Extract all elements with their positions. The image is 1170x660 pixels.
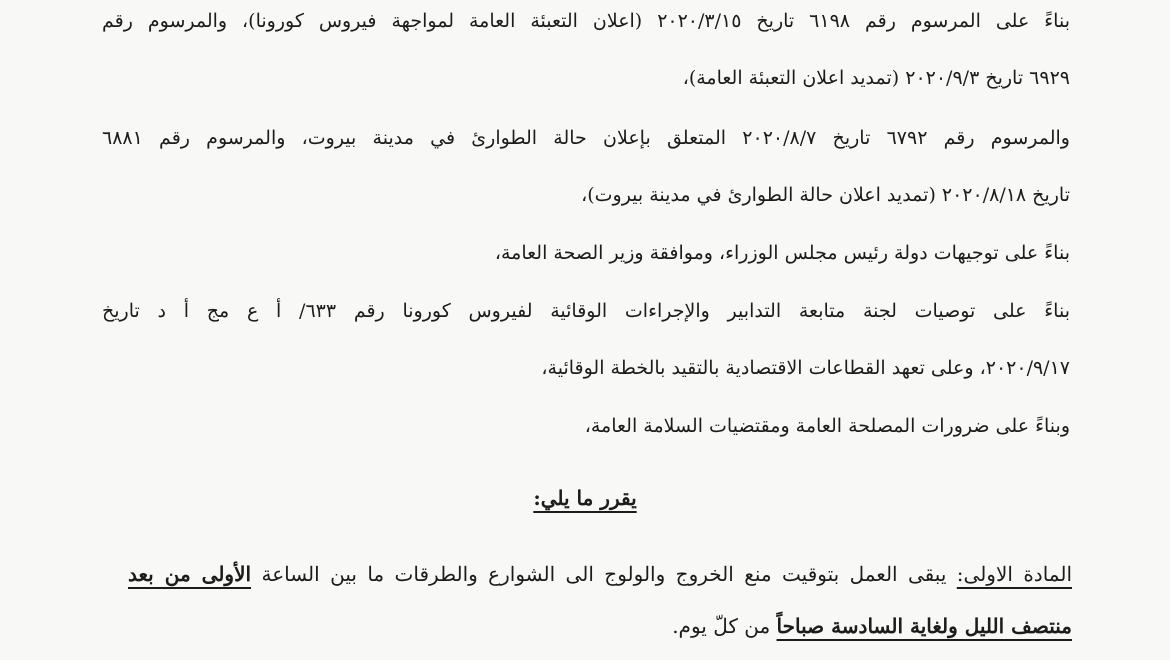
text-line: بناءً على توصيات لجنة متابعة التدابير والإجراءات الوقائية لفيروس كورونا رقم ٦٣٣/ أ ع مج أ د تاريخ bbox=[102, 300, 1070, 322]
article-line bbox=[128, 548, 1072, 600]
decision-heading-text: يقرر ما يلي: bbox=[533, 486, 637, 510]
text-line: ٢٠٢٠/٩/١٧، وعلى تعهد القطاعات الاقتصادية بالتقيد بالخطة الوقائية، bbox=[541, 357, 1070, 379]
text-line: ٦٩٢٩ تاريخ ٢٠٢٠/٩/٣ (تمديد اعلان التعبئة العامة)، bbox=[682, 67, 1070, 89]
text-line: تاريخ ٢٠٢٠/٨/١٨ (تمديد اعلان حالة الطوارئ في مدينة بيروت)، bbox=[581, 184, 1070, 206]
text-line: بناءً على توجيهات دولة رئيس مجلس الوزراء، وموافقة وزير الصحة العامة، bbox=[494, 242, 1070, 264]
preamble-paragraph bbox=[102, 398, 1070, 455]
article-text: من كلّ يوم. bbox=[672, 614, 771, 638]
preamble-paragraph bbox=[102, 283, 1070, 397]
text-line: والمرسوم رقم ٦٧٩٢ تاريخ ٢٠٢٠/٨/٧ المتعلق بإعلان حالة الطوارئ في مدينة بيروت، والمرسوم رقم ٦٨٨١ bbox=[102, 127, 1070, 149]
preamble-paragraph bbox=[102, 225, 1070, 282]
decision-heading bbox=[0, 478, 1170, 518]
preamble-paragraph bbox=[102, 0, 1070, 107]
article-emphasis: الأولى من بعد bbox=[128, 562, 252, 586]
article-label: المادة الاولى: bbox=[956, 562, 1073, 586]
text-line: بناءً على المرسوم رقم ٦١٩٨ تاريخ ٢٠٢٠/٣/١٥ (اعلان التعبئة العامة لمواجهة فيروس كورونا)، والمرسوم رقم bbox=[102, 10, 1070, 32]
article-one bbox=[128, 548, 1072, 652]
article-line bbox=[128, 600, 1072, 652]
article-text: يبقى العمل بتوقيت منع الخروج والولوج الى الشوارع والطرقات ما بين الساعة bbox=[261, 562, 947, 586]
preamble-paragraph bbox=[102, 110, 1070, 224]
article-emphasis: منتصف الليل ولغاية السادسة صباحاً bbox=[776, 614, 1072, 638]
text-line: وبناءً على ضرورات المصلحة العامة ومقتضيات السلامة العامة، bbox=[584, 415, 1070, 437]
